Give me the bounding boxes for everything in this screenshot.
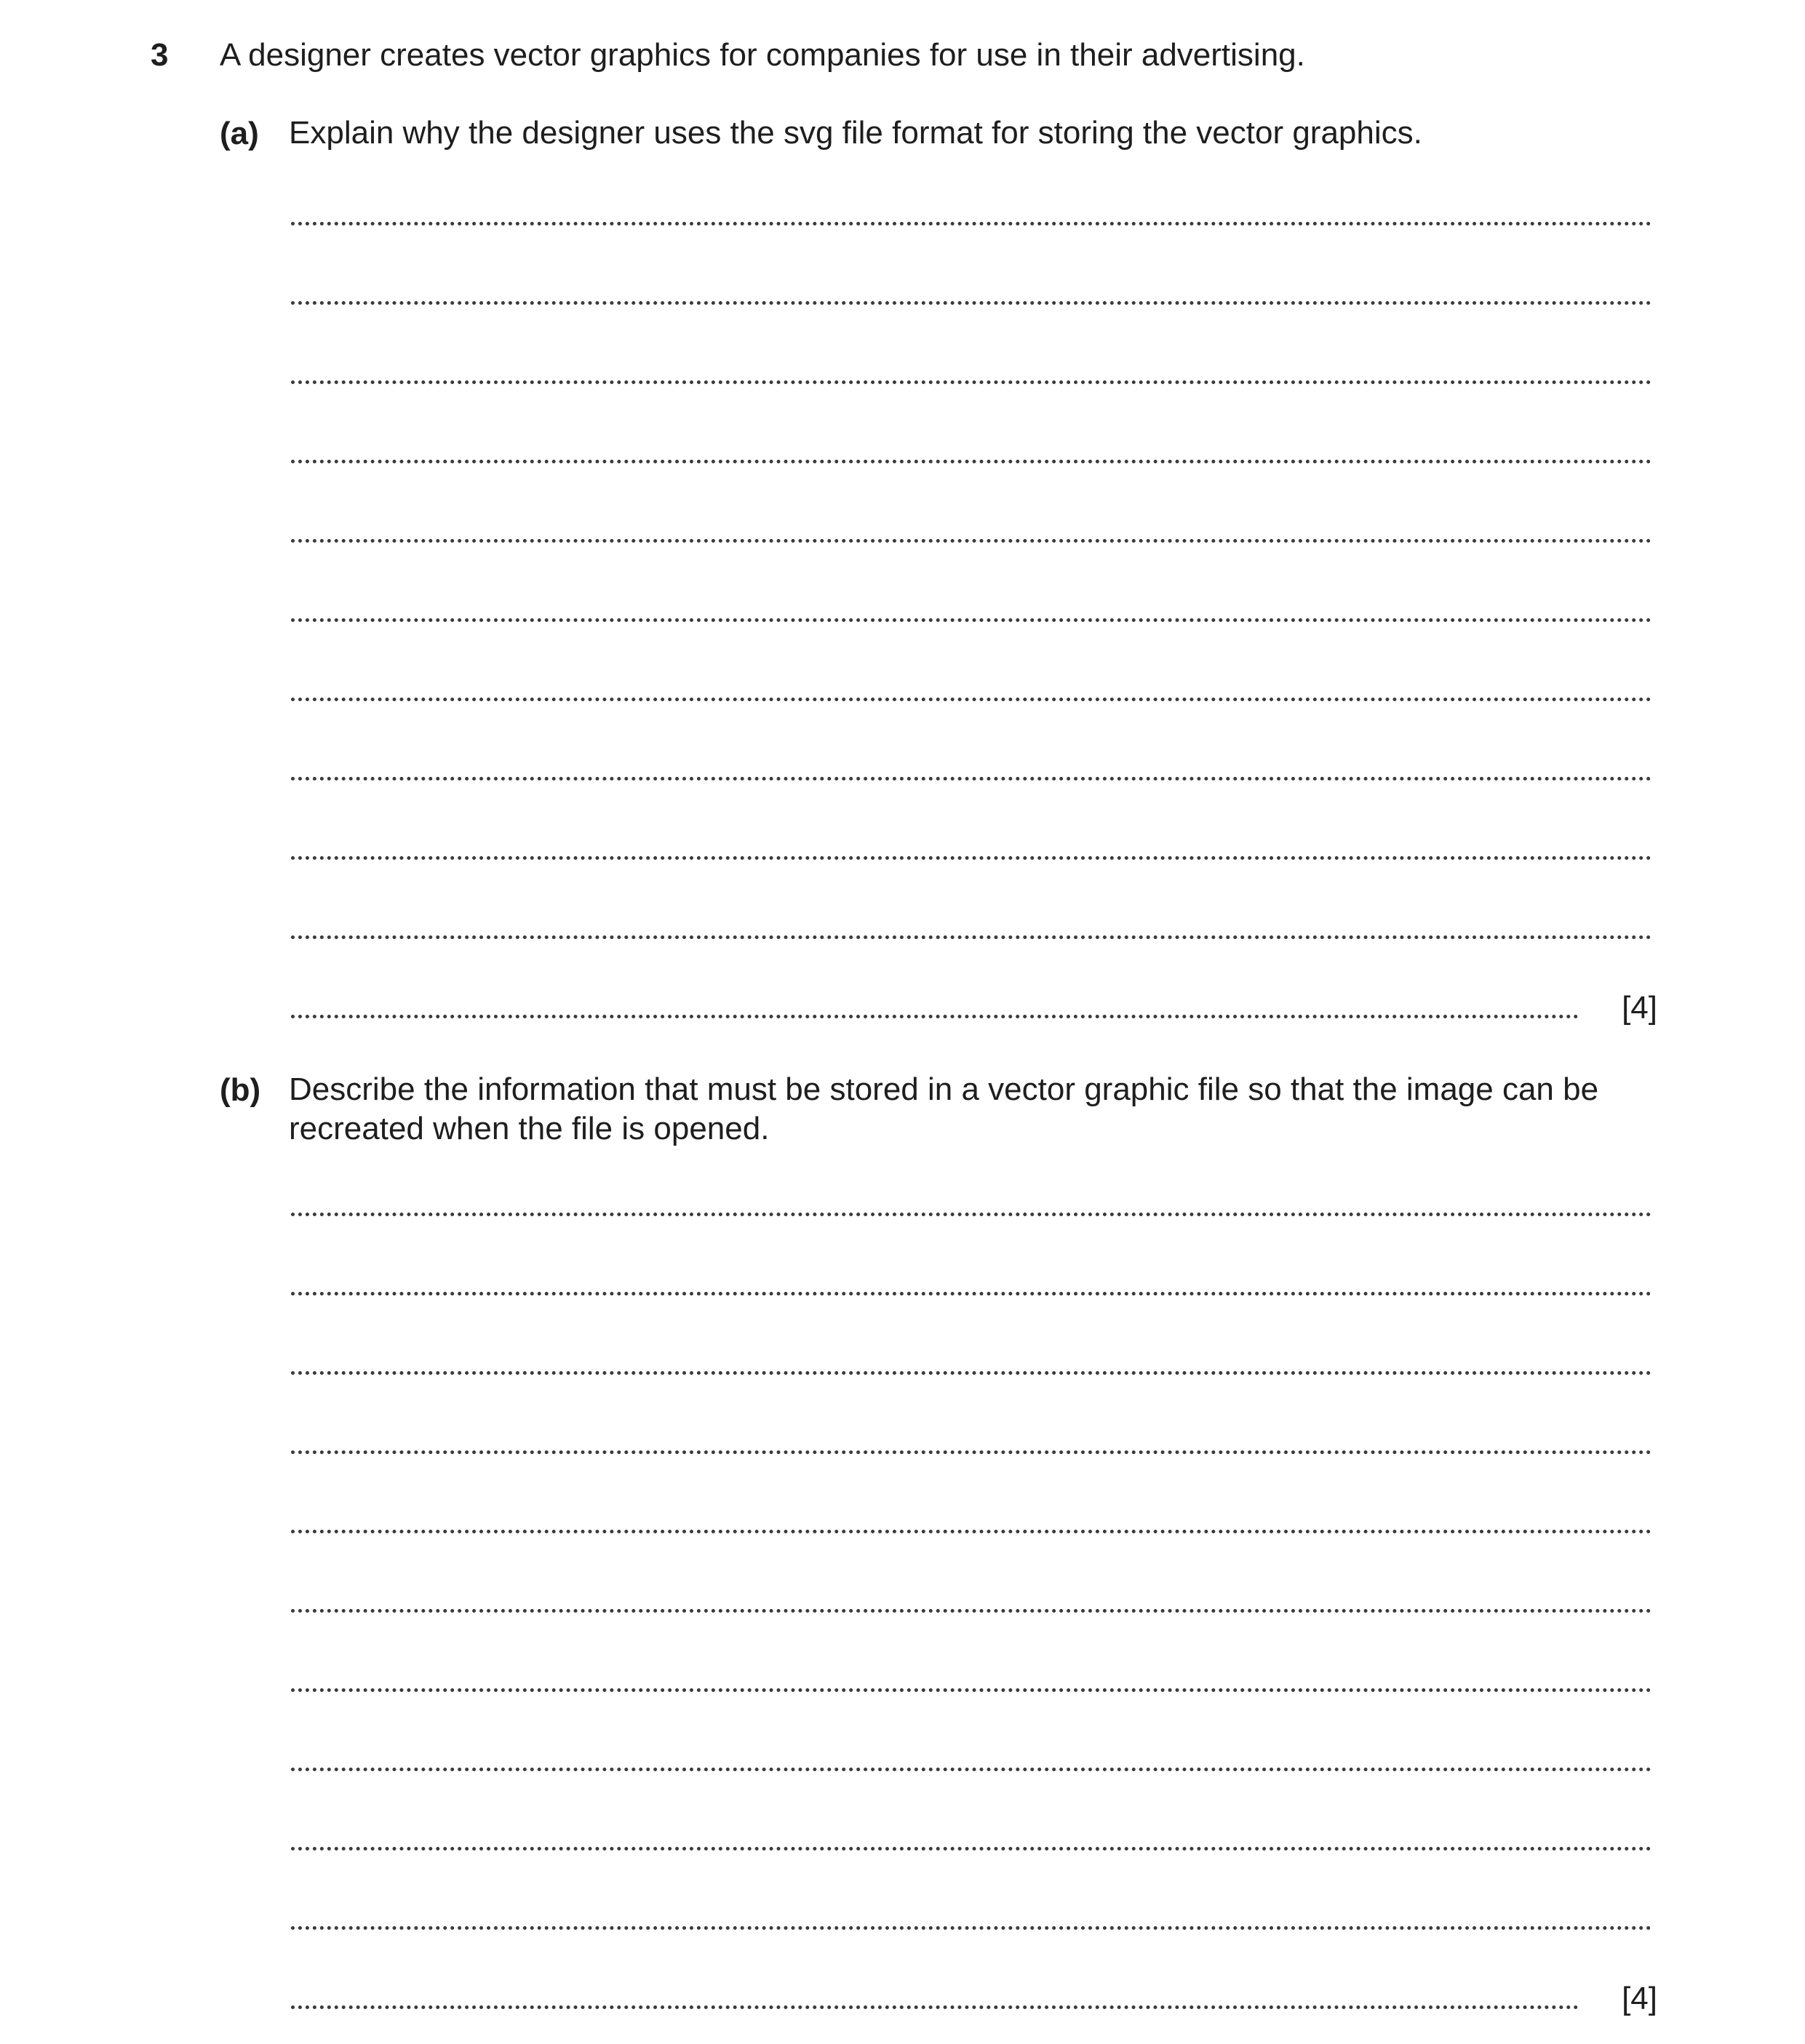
part-b-answer-line[interactable] bbox=[291, 1454, 1651, 1533]
part-a-answer-line[interactable] bbox=[291, 463, 1651, 543]
question-number: 3 bbox=[151, 37, 169, 73]
part-b-answer-line[interactable] bbox=[291, 1692, 1651, 1771]
part-a-answer-line[interactable] bbox=[291, 146, 1651, 225]
question-stem: A designer creates vector graphics for companies for use in their advertising. bbox=[220, 37, 1305, 73]
part-a-answer-line[interactable] bbox=[291, 225, 1651, 305]
dotted-rule bbox=[291, 2005, 1579, 2009]
part-b-answer-area[interactable] bbox=[291, 1137, 1657, 2016]
part-b-answer-line[interactable] bbox=[291, 1533, 1651, 1613]
part-a-label: (a) bbox=[220, 116, 259, 151]
part-b-answer-line[interactable] bbox=[291, 1771, 1651, 1851]
part-a-text: Explain why the designer uses the svg file format for storing the vector graphics. bbox=[289, 115, 1422, 151]
part-a-answer-line[interactable] bbox=[291, 860, 1651, 939]
part-a-answer-line[interactable] bbox=[291, 701, 1651, 781]
part-a-answer-line[interactable] bbox=[291, 622, 1651, 701]
part-b-answer-line[interactable] bbox=[291, 1216, 1651, 1296]
part-a-answer-line[interactable] bbox=[291, 305, 1651, 384]
part-a-answer-line[interactable] bbox=[291, 939, 1657, 1026]
part-b-answer-line[interactable] bbox=[291, 1851, 1651, 1930]
part-b-label: (b) bbox=[220, 1072, 261, 1108]
part-a-answer-area[interactable] bbox=[291, 146, 1657, 1026]
dotted-rule bbox=[291, 1015, 1579, 1018]
part-b-text: Describe the information that must be stored in a vector graphic file so that the image can be recreated when the file is opened. bbox=[289, 1071, 1599, 1146]
part-b-answer-line[interactable] bbox=[291, 1137, 1651, 1216]
part-b-answer-line[interactable] bbox=[291, 1930, 1657, 2016]
part-b-marks: [4] bbox=[1622, 1981, 1657, 2016]
part-b-answer-line[interactable] bbox=[291, 1375, 1651, 1454]
part-a-answer-line[interactable] bbox=[291, 781, 1651, 860]
part-a-marks: [4] bbox=[1622, 990, 1657, 1026]
part-a-answer-line[interactable] bbox=[291, 543, 1651, 622]
part-b-answer-line[interactable] bbox=[291, 1613, 1651, 1692]
part-b-answer-line[interactable] bbox=[291, 1296, 1651, 1375]
part-a-answer-line[interactable] bbox=[291, 384, 1651, 463]
